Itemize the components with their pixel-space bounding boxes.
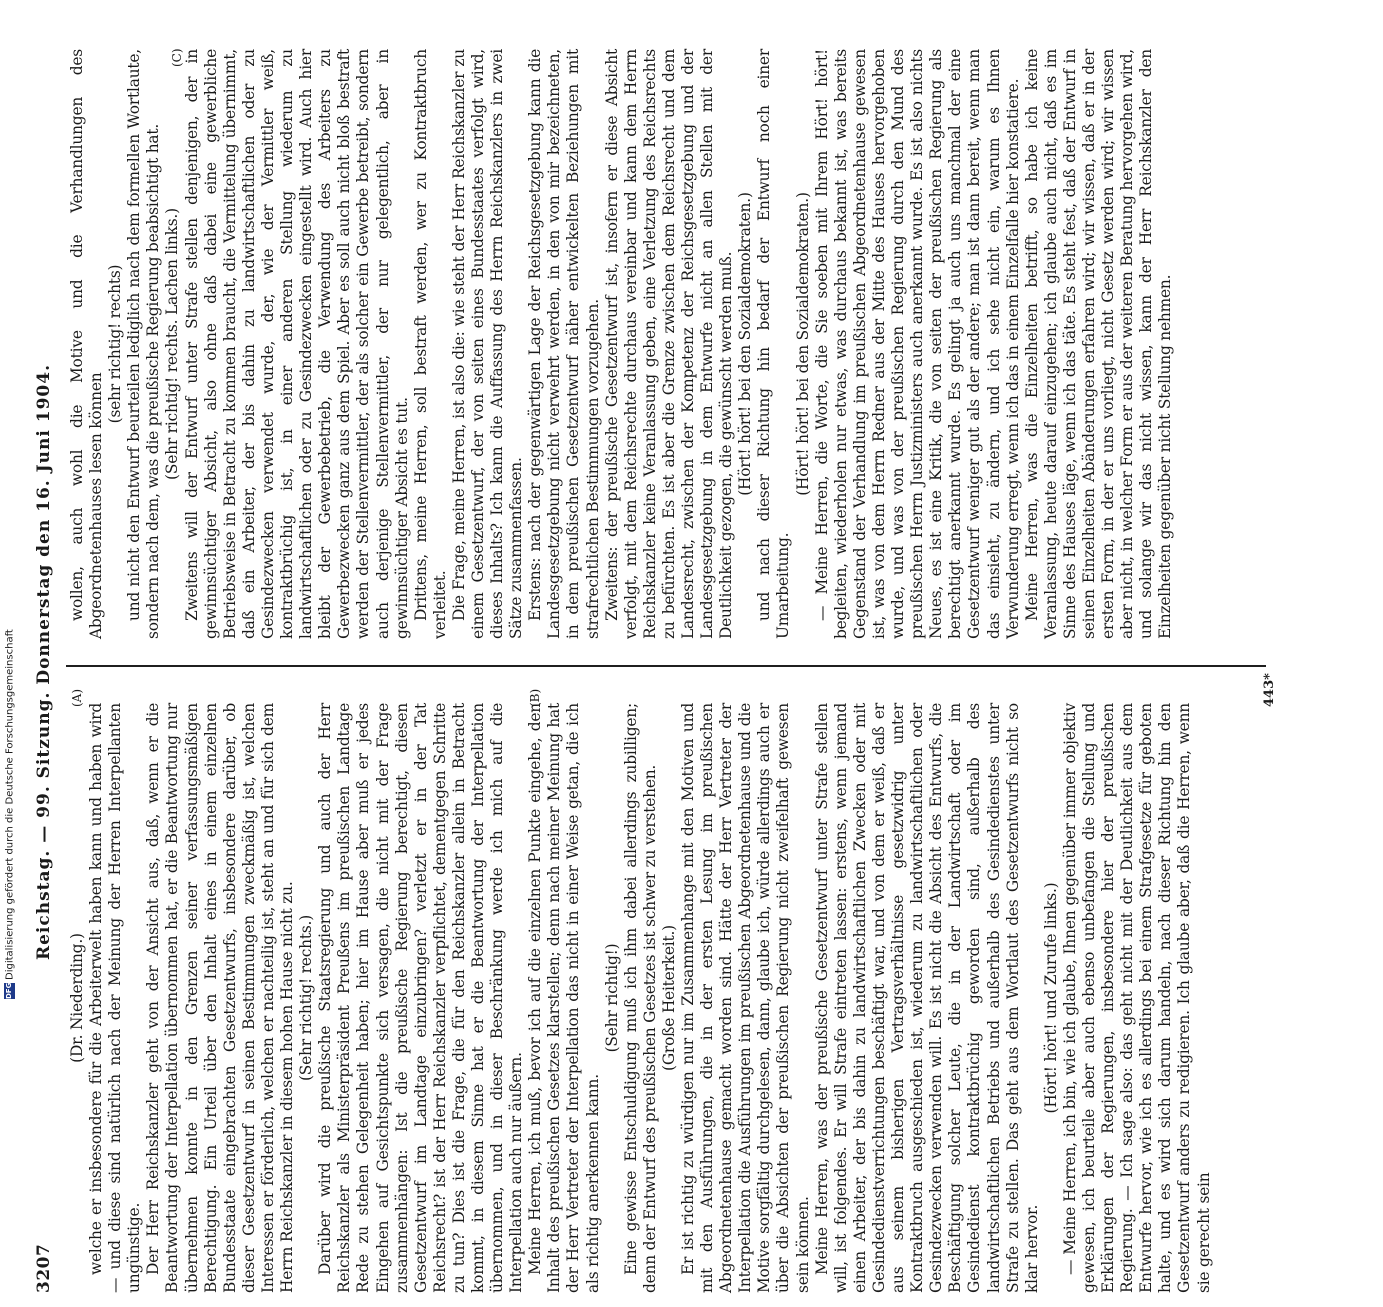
right-column-paragraph: Zweitens: der preußische Gesetzentwurf ist, insofern er diese Absicht verfolgt, mit dem Reichsrechte durchaus vereinbar und kann dem Herrn Reichskanzler keine Veranlassung geben, eine Verletzung des Reichsrechts zu befürchten. Es ist aber die Grenze zwischen dem Reichsrecht und dem Landesrecht, zwischen der Kompetenz der Reichsgesetzgebung und der Landesgesetzgebung in dem Entwurfe nicht an allen Stellen mit der Deutlichkeit gezogen, die gewünscht werden muß. <box>602 49 736 639</box>
credit-text: Digitalisierung gefördert durch die Deutsche Forschungsgemeinschaft <box>4 629 16 980</box>
signature-mark: 443* <box>1262 673 1277 707</box>
left-column-paragraph: welche er insbesondere für die Arbeiterwelt haben kann und haben wird — und diese sind natürlich nach der Meinung der Herren Interpellanten ungünstige. <box>87 703 144 1293</box>
left-column-paragraph: Eine gewisse Entschuldigung muß ich ihm dabei allerdings zubilligen; denn der Entwurf des preußischen Gesetzes ist schwer zu verstehen. <box>621 703 659 1293</box>
right-column-paragraph: und nicht den Entwurf beurteilen lediglich nach dem formellen Wortlaute, sondern nach dem, was die preußische Regierung beabsichtigt hat. <box>125 49 163 639</box>
right-column-paragraph: (Hört! hört! bei den Sozialdemokraten.) <box>736 192 755 496</box>
right-column-paragraph: (Hört! hört! bei den Sozialdemokraten.) <box>793 192 812 496</box>
right-column-paragraph: Meine Herren, was die Einzelheiten betrifft, so habe ich keine Veranlassung, heute darauf einzugehen; ich glaube auch nicht, daß es im Sinne des Hauses läge, wenn ich das täte. Es steht fest, daß der Entwurf in seinen Einzelheiten Abänderungen erfahren wird; wir wissen, daß er in der ersten Form, in der er uns vorliegt, nicht Gesetz werden wird; wir wissen aber nicht, in welcher Form er aus der weiteren Beratung hervorgehen wird, und solange wir das nicht wissen, kann der Herr Reichskanzler den Einzelheiten gegenüber nicht Stellung nehmen. <box>1022 49 1175 639</box>
dfg-logo-icon: DFG <box>5 982 13 999</box>
right-column-paragraph: Erstens: nach der gegenwärtigen Lage der Reichsgesetzgebung kann die Landesgesetzgebung nicht verwehrt werden, in den von mir bezeichneten, in dem preußischen Gesetzentwurf näher entwickelten Beziehungen mit strafrechtlichen Bestimmungen vorzugehen. <box>526 49 602 639</box>
right-column-paragraph: — Meine Herren, die Worte, die Sie soeben mit Ihrem Hört! hört! begleiten, wiederholen nur etwas, was durchaus bekannt ist, was bereits Gegenstand der Verhandlung im preußischen Abgeordnetenhause gewesen ist, was von dem Herrn Redner aus der Mitte des Hauses hervorgehoben wurde, und was von der preußischen Regierung durch den Mund des preußischen Herrn Justizministers auch anerkannt wurde. Es ist also nichts Neues, es ist eine Kritik, die von seiten der preußischen Regierung als berechtigt anerkannt wurde. Es gelingt ja auch uns manchmal der eine Gesetzentwurf weniger gut als der andere; man ist dann bereit, wenn man das einsieht, zu ändern, und ich sehe nicht ein, warum es Ihnen Verwunderung erregt, wenn ich das in einem Einzelfalle hier konstatiere. <box>812 49 1022 639</box>
page-number: 3207 <box>34 1243 54 1293</box>
left-column-paragraph: Er ist richtig zu würdigen nur im Zusammenhange mit den Motiven und mit den Ausführungen, die in der ersten Lesung im preußischen Abgeordnetenhause gemacht worden sind. Hätte der Herr Vertreter der Interpellation die Ausführungen im preußischen Abgeordnetenhause und die Motive sorgfältig durchgelesen, dann, glaube ich, würde allerdings auch er über die Absichten der preußischen Regierung nicht zweifelhaft gewesen sein können. <box>679 703 812 1293</box>
left-column-paragraph: (Hört! hört! und Zurufe links.) <box>1041 882 1060 1114</box>
right-column-paragraph: Zweitens will der Entwurf unter Strafe stellen denjenigen, der in gewinnsüchtiger Absicht, also ohne daß dabei eine gewerbliche Betriebsweise in Betracht zu kommen braucht, die Vermittelung übernimmt, daß ein Arbeiter, der bis dahin zu landwirtschaftlichen oder zu Gesindezwecken verwendet wurde, der, wie der Vermittler weiß, kontraktbrüchig ist, in einer anderen Stellung wiederum zu landwirtschaftlichen oder zu Gesindezwecken eingestellt wird. Auch hier bleibt der Gewerbebetrieb, die Verwendung des Arbeiters zu Gewerbezwecken ganz aus dem Spiel. Aber es soll auch nicht bloß bestraft werden der Stellenvermittler, der als solcher ein Gewerbe betreibt, sondern auch derjenige Stellenvermittler, der nur gelegentlich, aber in gewinnsüchtiger Absicht es tut. <box>182 49 411 639</box>
right-column-paragraph: Die Frage, meine Herren, ist also die: wie steht der Herr Reichskanzler zu einem Gesetzentwurf, der von seiten eines Bundesstaates verfolgt wird, dieses Inhalts? Ich kann die Auffassung des Herrn Reichskanzlers in zwei Sätze zusammenfassen. <box>449 49 526 639</box>
left-column-paragraph: (Große Heiterkeit.) <box>659 925 678 1071</box>
margin-mark-b: (B) <box>528 688 542 707</box>
column-divider <box>66 665 1266 667</box>
margin-mark-c: (C) <box>170 48 184 67</box>
left-column-paragraph: (Sehr richtig! rechts.) <box>297 914 316 1082</box>
left-column-paragraph: Meine Herren, ich muß, bevor ich auf die einzelnen Punkte eingehe, den Inhalt des preußischen Gesetzes klarstellen; denn nach meiner Meinung hat der Herr Vertreter der Interpellation das nicht in einer Weise getan, die ich als richtig anerkennen kann. <box>526 703 602 1293</box>
left-column-paragraph: Meine Herren, was der preußische Gesetzentwurf unter Strafe stellen will, ist folgendes. Er will Strafe eintreten lassen: erstens, wenn jemand einen Arbeiter, der bis dahin zu landwirtschaftlichen Zwecken oder mit Gesindedienstverrichtungen beschäftigt war, und von dem er weiß, daß er aus seinem bisherigen Vertragsverhältnisse gesetzwidrig unter Kontraktbruch ausgeschieden ist, wiederum zu landwirtschaftlichen oder Gesindezwecken verwenden will. Es ist nicht die Absicht des Entwurfs, die Beschäftigung solcher Leute, die in der Landwirtschaft oder im Gesindedienst kontraktbrüchig geworden sind, außerhalb des landwirtschaftlichen Betriebs und außerhalb des Gesindedienstes unter Strafe zu stellen. Das geht aus dem Wortlaut des Gesetzentwurfs nicht so klar hervor. <box>812 703 1041 1293</box>
left-column <box>68 703 1273 1293</box>
left-column-paragraph: (Dr. Niederding.) <box>68 933 86 1063</box>
right-column <box>68 49 1273 639</box>
page-header <box>34 31 60 1293</box>
running-title: Reichstag. — 99. Sitzung. Donnerstag den 16. Juni 1904. <box>34 363 54 961</box>
left-column-paragraph: — Meine Herren, ich bin, wie ich glaube, Ihnen gegenüber immer objektiv gewesen, ich beurteile aber auch ebenso unbefangen die Stellung und Erklärungen der Regierungen, insbesondere hier der preußischen Regierung. — Ich sage also: das geht nicht mit der Deutlichkeit aus dem Entwurfe hervor, wie ich es allerdings bei einem Strafgesetze für geboten halte, und es wird sich darum handeln, nach dieser Richtung hin den Gesetzentwurf anders zu redigieren. Ich glaube aber, daß die Herren, wenn sie gerecht sein <box>1060 703 1213 1293</box>
digitization-credit <box>4 0 20 999</box>
right-column-paragraph: Drittens, meine Herren, soll bestraft werden, wer zu Kontraktbruch verleitet. <box>411 49 449 639</box>
left-column-paragraph: (Sehr richtig!) <box>602 943 621 1053</box>
right-column-paragraph: und nach dieser Richtung hin bedarf der Entwurf noch einer Umarbeitung. <box>755 49 793 639</box>
right-column-paragraph: (sehr richtig! rechts) <box>106 264 125 424</box>
rotated-page <box>30 17 1283 1307</box>
margin-mark-a: (A) <box>70 688 84 707</box>
left-column-paragraph: Darüber wird die preußische Staatsregierung und auch der Herr Reichskanzler als Ministerpräsident Preußens im preußischen Landtage Rede zu stehen Gelegenheit haben; hier im Hause aber muß er jedes Eingehen auf Gesichtspunkte sich versagen, die nicht mit der Frage zusammenhängen: Ist die preußische Regierung berechtigt, diesen Gesetzentwurf im Landtage einzubringen? verletzt er in der Tat Reichsrecht? ist der Herr Reichskanzler verpflichtet, dementgegen Schritte zu tun? Dies ist die Frage, die für den Reichskanzler allein in Betracht kommt, in diesem Sinne hat er die Beantwortung der Interpellation übernommen, und in dieser Beschränkung werde ich mich auf die Interpellation auch nur äußern. <box>316 703 526 1293</box>
left-column-paragraph: Der Herr Reichskanzler geht von der Ansicht aus, daß, wenn er die Beantwortung der Interpellation übernommen hat, er die Beantwortung nur übernehmen konnte in den Grenzen seiner verfassungsmäßigen Berechtigung. Ein Urteil über den Inhalt eines in einem einzelnen Bundesstaate eingebrachten Gesetzentwurfs, insbesondere darüber, ob dieser Gesetzentwurf in seinen Bestimmungen zweckmäßig ist, welchen Interessen er förderlich, welchen er nachteilig ist, steht an und für sich dem Herrn Reichskanzler in diesem hohen Hause nicht zu. <box>144 703 297 1293</box>
right-column-paragraph: wollen, auch wohl die Motive und die Verhandlungen des Abgeordnetenhauses lesen können <box>68 49 106 639</box>
right-column-paragraph: (Sehr richtig! rechts. Lachen links.) <box>163 208 182 480</box>
